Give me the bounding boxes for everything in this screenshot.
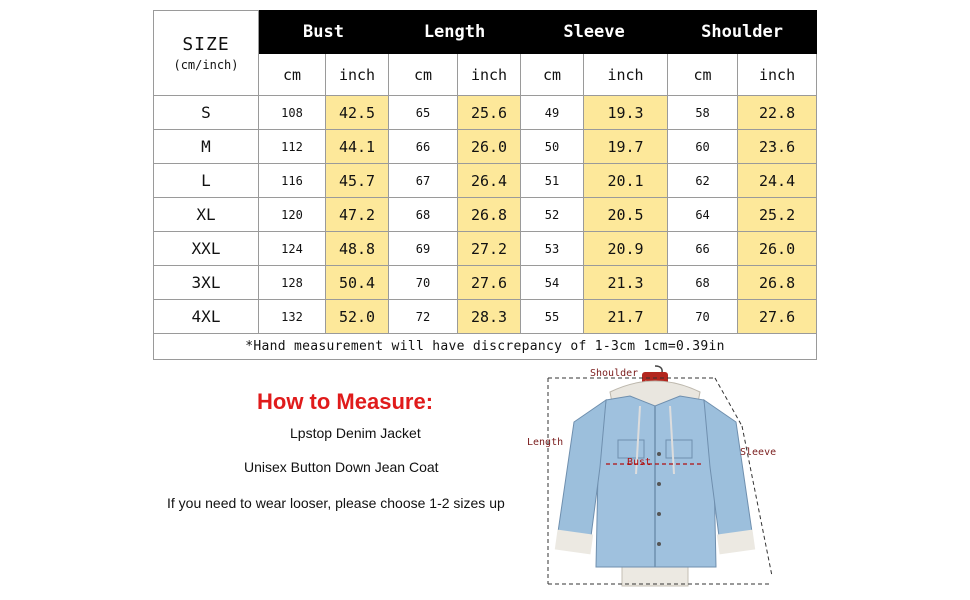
- size-cell: S: [154, 96, 259, 130]
- sleeve-cm: 54: [521, 266, 584, 300]
- unit-cm: cm: [521, 54, 584, 96]
- header-bust: Bust: [259, 11, 389, 54]
- shoulder-inch: 24.4: [738, 164, 817, 198]
- size-cell: XXL: [154, 232, 259, 266]
- sleeve-inch: 19.7: [584, 130, 668, 164]
- measurement-note: *Hand measurement will have discrepancy of 1-3cm 1cm=0.39in: [154, 334, 817, 360]
- size-header: SIZE: [182, 34, 230, 55]
- shoulder-cm: 58: [668, 96, 738, 130]
- shoulder-inch: 22.8: [738, 96, 817, 130]
- shoulder-inch: 26.8: [738, 266, 817, 300]
- sleeve-cm: 55: [521, 300, 584, 334]
- length-inch: 25.6: [458, 96, 521, 130]
- size-cell: 4XL: [154, 300, 259, 334]
- unit-inch: inch: [458, 54, 521, 96]
- length-inch: 28.3: [458, 300, 521, 334]
- jacket-measurement-figure: [510, 362, 800, 592]
- header-length: Length: [389, 11, 521, 54]
- bust-cm: 116: [259, 164, 326, 198]
- unit-inch: inch: [584, 54, 668, 96]
- length-inch: 26.4: [458, 164, 521, 198]
- length-cm: 70: [389, 266, 458, 300]
- bust-cm: 132: [259, 300, 326, 334]
- bust-inch: 44.1: [326, 130, 389, 164]
- header-shoulder: Shoulder: [668, 11, 817, 54]
- sleeve-inch: 20.1: [584, 164, 668, 198]
- unit-cm: cm: [259, 54, 326, 96]
- denim-jacket-icon: [510, 362, 800, 592]
- shoulder-cm: 62: [668, 164, 738, 198]
- size-cell: L: [154, 164, 259, 198]
- sizing-advice: If you need to wear looser, please choose 1-2 sizes up: [167, 495, 505, 511]
- sleeve-cm: 49: [521, 96, 584, 130]
- shoulder-cm: 60: [668, 130, 738, 164]
- shoulder-inch: 26.0: [738, 232, 817, 266]
- product-line-1: Lpstop Denim Jacket: [290, 425, 421, 441]
- size-cell: 3XL: [154, 266, 259, 300]
- shoulder-cm: 66: [668, 232, 738, 266]
- table-row: [154, 198, 817, 232]
- length-inch: 27.2: [458, 232, 521, 266]
- sleeve-cm: 50: [521, 130, 584, 164]
- bust-cm: 128: [259, 266, 326, 300]
- product-line-2: Unisex Button Down Jean Coat: [244, 459, 439, 475]
- length-label: Length: [527, 437, 564, 448]
- sleeve-inch: 21.7: [584, 300, 668, 334]
- shoulder-label: Shoulder: [590, 368, 639, 379]
- shoulder-cm: 64: [668, 198, 738, 232]
- bust-inch: 42.5: [326, 96, 389, 130]
- unit-inch: inch: [326, 54, 389, 96]
- length-inch: 27.6: [458, 266, 521, 300]
- length-cm: 68: [389, 198, 458, 232]
- bust-inch: 45.7: [326, 164, 389, 198]
- bust-inch: 48.8: [326, 232, 389, 266]
- size-header-cell: [154, 11, 259, 96]
- length-cm: 69: [389, 232, 458, 266]
- sleeve-label: Sleeve: [740, 447, 777, 458]
- table-row: [154, 300, 817, 334]
- bust-inch: 50.4: [326, 266, 389, 300]
- bust-cm: 120: [259, 198, 326, 232]
- unit-cm: cm: [668, 54, 738, 96]
- table-row: [154, 232, 817, 266]
- shoulder-inch: 25.2: [738, 198, 817, 232]
- sleeve-cm: 52: [521, 198, 584, 232]
- size-chart-table: [153, 10, 817, 360]
- sleeve-inch: 21.3: [584, 266, 668, 300]
- length-cm: 66: [389, 130, 458, 164]
- length-cm: 65: [389, 96, 458, 130]
- header-sleeve: Sleeve: [521, 11, 668, 54]
- table-row: [154, 266, 817, 300]
- bust-cm: 124: [259, 232, 326, 266]
- bust-cm: 108: [259, 96, 326, 130]
- size-cell: XL: [154, 198, 259, 232]
- length-inch: 26.8: [458, 198, 521, 232]
- size-cell: M: [154, 130, 259, 164]
- size-unit: (cm/inch): [173, 58, 239, 72]
- how-to-measure-title: How to Measure:: [257, 389, 434, 414]
- shoulder-cm: 68: [668, 266, 738, 300]
- shoulder-inch: 23.6: [738, 130, 817, 164]
- length-inch: 26.0: [458, 130, 521, 164]
- bust-label: Bust: [627, 457, 652, 468]
- shoulder-inch: 27.6: [738, 300, 817, 334]
- table-row: [154, 164, 817, 198]
- bust-inch: 52.0: [326, 300, 389, 334]
- sleeve-inch: 20.5: [584, 198, 668, 232]
- table-row: [154, 130, 817, 164]
- bust-cm: 112: [259, 130, 326, 164]
- table-row: [154, 96, 817, 130]
- unit-inch: inch: [738, 54, 817, 96]
- bust-inch: 47.2: [326, 198, 389, 232]
- sleeve-inch: 20.9: [584, 232, 668, 266]
- sleeve-cm: 53: [521, 232, 584, 266]
- sleeve-cm: 51: [521, 164, 584, 198]
- length-cm: 67: [389, 164, 458, 198]
- sleeve-inch: 19.3: [584, 96, 668, 130]
- shoulder-cm: 70: [668, 300, 738, 334]
- length-cm: 72: [389, 300, 458, 334]
- unit-cm: cm: [389, 54, 458, 96]
